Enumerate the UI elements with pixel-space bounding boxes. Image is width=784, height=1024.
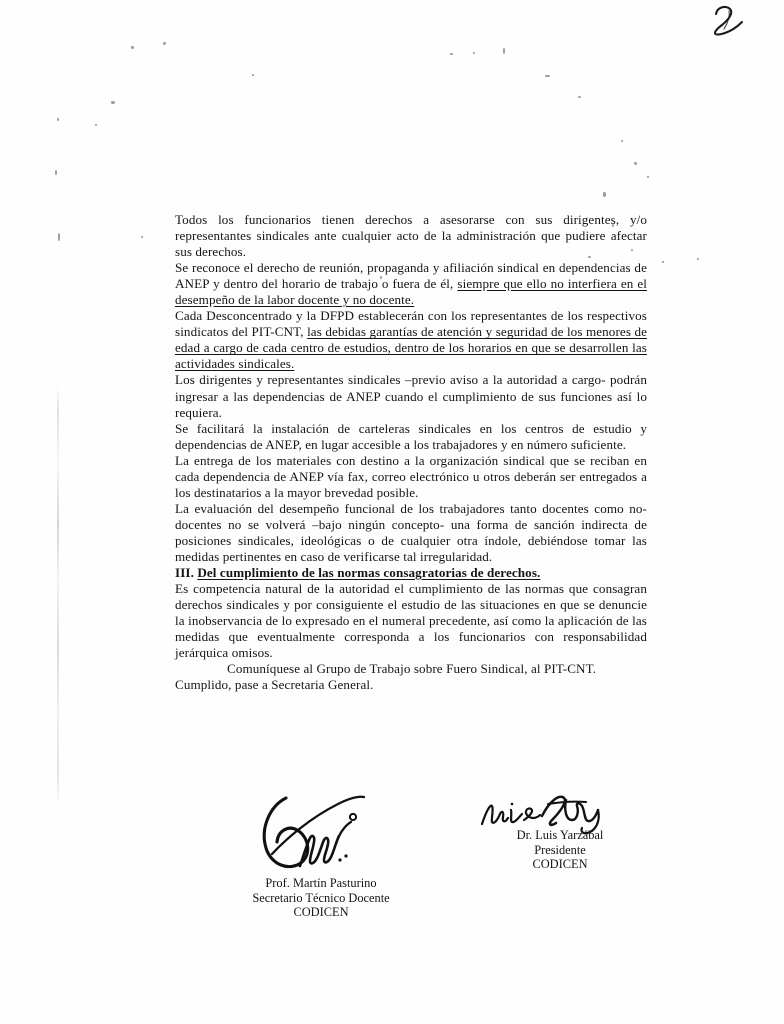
signature-mark-pasturino	[252, 792, 392, 887]
scan-speck	[111, 101, 115, 104]
handwritten-folio-number	[706, 2, 752, 42]
paragraph-text: Se facilitará la instalación de carteleras sindicales en los centros de estudio y dependencias de ANEP, en lugar accesible a los trabajadores y en número suficiente.	[175, 420, 647, 452]
signatory-organization: CODICEN	[293, 905, 349, 920]
scan-speck	[95, 124, 97, 126]
paragraph-evaluacion	[175, 501, 647, 565]
signatory-role: Presidente	[534, 842, 586, 857]
signatory-role: Secretario Técnico Docente	[252, 890, 390, 905]
scan-speck	[163, 42, 166, 45]
scan-speck	[697, 258, 699, 260]
section-title: Del cumplimiento de las normas consagratorias de derechos.	[197, 565, 541, 581]
signatory-name: Prof. Martín Pasturino	[265, 876, 377, 890]
signatory-organization: CODICEN	[532, 857, 588, 872]
paragraph-desconcentrado	[175, 308, 647, 372]
scan-speck	[634, 162, 637, 165]
paragraph-comuniquese	[175, 661, 647, 693]
paragraph-text-underlined: siempre que ello no interfiera en el desempeño de la labor docente y no docente.	[175, 276, 648, 308]
signature-block-yarzabal	[452, 828, 668, 872]
scan-speck	[545, 75, 550, 77]
section-heading-iii	[175, 565, 647, 581]
paragraph-reunion	[175, 260, 647, 308]
paragraph-text: La entrega de los materiales con destino a la organización sindical que se reciban en cada dependencia de ANEP vía fax, correo electrónico u otros deberán ser entregados a los destinatarios a la mayor brevedad posible.	[175, 452, 647, 500]
document-body	[175, 212, 647, 693]
paragraph-competencia	[175, 581, 647, 661]
scan-streak-artifact	[57, 386, 59, 806]
scan-speck	[503, 48, 505, 54]
paragraph-text: Cada Desconcentrado y la DFPD establecerán con los representantes de los respectivos sindicatos del PIT-CNT,	[175, 308, 647, 340]
paragraph-text: La evaluación del desempeño funcional de los trabajadores tanto docentes como no-docentes no se volverá –bajo ningún concepto- una forma de sanción indirecta de posiciones sindicales, ideológicas o de cualquier otra índole, debiéndose tomar las medidas pertinentes en caso de verificarse tal irregularidad.	[175, 500, 647, 564]
paragraph-text-underlined: las debidas garantías de atención y seguridad de los menores de edad a cargo de cada centro de estudios, dentro de los horarios en que se desarrollen las actividades sindicales.	[175, 324, 648, 372]
paragraph-funcionarios	[175, 212, 647, 260]
scan-speck	[473, 52, 475, 54]
scan-speck	[647, 176, 649, 178]
paragraph-text: Los dirigentes y representantes sindicales –previo aviso a la autoridad a cargo- podrán ingresar a las dependencias de ANEP cuando el cumplimiento de sus funciones así lo requiera.	[175, 372, 647, 420]
paragraph-text: Comuníquese al Grupo de Trabajo sobre Fuero Sindical, al PIT-CNT. Cumplido, pase a Secretaria General.	[175, 661, 597, 693]
scan-speck	[578, 96, 581, 98]
paragraph-text: Todos los funcionarios tienen derechos a asesorarse con sus dirigentes, y/o representantes sindicales ante cualquier acto de la administración que pudiere afectar sus derechos.	[175, 212, 647, 260]
scan-speck	[662, 261, 664, 263]
signatory-name: Dr. Luis Yarzábal	[516, 828, 604, 842]
paragraph-text: Se reconoce el derecho de reunión, propaganda y afiliación sindical en dependencias de ANEP y dentro del horario de trabajo o fuera de él,	[175, 260, 647, 292]
scan-speck	[131, 46, 134, 49]
paragraph-text: Es competencia natural de la autoridad el cumplimiento de las normas que consagran derechos sindicales y por consiguiente el estudio de las situaciones en que se denuncie la inobservancia de lo expresado en el numeral precedente, así como la aplicación de las medidas que eventualmente corresponda a los funcionarios con responsabilidad jerárquica omisos.	[175, 581, 647, 661]
scan-speck	[603, 192, 606, 197]
section-numeral: III.	[175, 565, 194, 581]
scan-speck	[450, 53, 453, 55]
scan-speck	[55, 170, 57, 175]
signature-block-pasturino	[196, 876, 446, 920]
paragraph-materiales	[175, 453, 647, 501]
scan-speck	[58, 233, 60, 241]
scan-speck	[57, 118, 59, 121]
paragraph-dirigentes	[175, 372, 647, 420]
paragraph-carteleras	[175, 421, 647, 453]
scan-speck	[252, 74, 254, 76]
scan-speck	[621, 140, 623, 142]
scan-speck	[141, 236, 143, 238]
